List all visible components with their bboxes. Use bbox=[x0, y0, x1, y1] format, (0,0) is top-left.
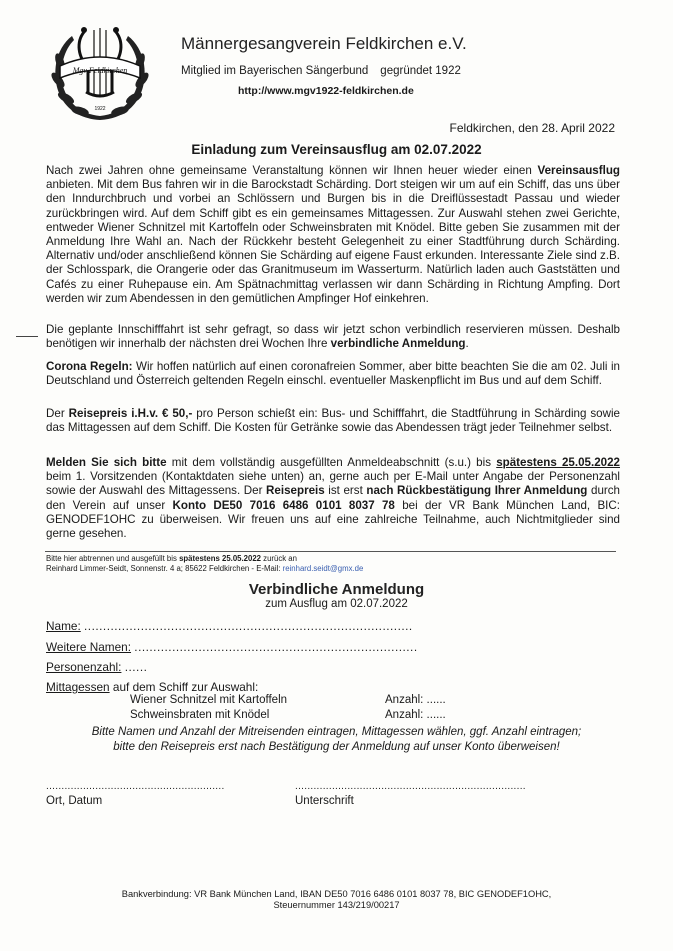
paragraph-registration: Melden Sie sich bitte mit dem vollständig ausgefüllten Anmeldeabschnitt (s.u.) bis spätestens 25.05.2022 beim 1. Vorsitzenden (Kontaktdaten siehe unten) an, gerne auch per E-Mail unter Angabe der Personenzahl sowie der Auswahl des Mittagessens. Der Reisepreis ist erst nach Rückbestätigung Ihrer Anmeldung durch den Verein auf unser Konto DE50 7016 6486 0101 8037 78 bei der VR Bank München Land, BIC: GENODEF1OHC zu überweisen. Wir freuen uns auf eine zahlreiche Teilnahme, auch Nichtmitglieder sind gerne gesehen. bbox=[46, 456, 621, 541]
meal-option-schnitzel: Wiener Schnitzel mit Kartoffeln bbox=[130, 694, 288, 706]
tax-number-line: Steuernummer 143/219/00217 bbox=[273, 900, 400, 910]
meal-count-schweinsbraten[interactable]: Anzahl: ...... bbox=[385, 709, 446, 721]
email-link[interactable]: reinhard.seidt@gmx.de bbox=[282, 564, 364, 573]
website-url[interactable]: http://www.mgv1922-feldkirchen.de bbox=[238, 85, 414, 97]
form-note-line2: bitte den Reisepreis erst nach Bestätigung der Anmeldung auf unser Konto überweisen! bbox=[113, 741, 560, 753]
person-count-field[interactable]: Personenzahl: ...... bbox=[46, 660, 148, 674]
cut-line bbox=[45, 551, 616, 552]
form-subtitle: zum Ausflug am 02.07.2022 bbox=[265, 598, 408, 610]
other-names-field[interactable]: Weitere Namen: ........................................................................... bbox=[46, 640, 418, 654]
paragraph-intro: Nach zwei Jahren ohne gemeinsame Veranstaltung können wir Ihnen heuer wieder einen Vereinsausflug anbieten. Mit dem Bus fahren wir in die Barockstadt Schärding. Dort steigen wir um auf ein Schiff, das uns über den Inndurchbruch und vorbei an Schlössern und Burgen bis in die Dreiflüssestadt Passau und wieder zurückbringen wird. Auf dem Schiff gibt es ein gemeinsames Mittagessen. Zur Auswahl stehen zwei Gerichte, entweder Wiener Schnitzel mit Kartoffeln oder Schweinsbraten mit Knödel. Bitte geben Sie zusammen mit der Anmeldung Ihre Wahl an. Nach der Rückkehr besteht Gelegenheit zu einer Stadtführung durch Schärding. Alternativ und/oder anschließend können Sie Schärding auf eigene Faust erkunden. Interessante Ziele sind z.B. der Schlosspark, die Orangerie oder das Granitmuseum im Wasserturm. Natürlich laden auch Gaststätten und Cafés zu einer Ruhepause ein. Am Spätnachmittag verlassen wir dann Schärding in Richtung Ampfing. Dort werden wir zum Abendessen in den gemütlichen Ampfinger Hof einkehren. bbox=[46, 164, 620, 305]
signature-label: Unterschrift bbox=[295, 795, 354, 807]
fold-mark bbox=[16, 336, 38, 337]
date-line: Feldkirchen, den 28. April 2022 bbox=[449, 121, 615, 135]
place-date-label: Ort, Datum bbox=[46, 795, 103, 807]
club-logo bbox=[46, 22, 154, 126]
other-names-label: Weitere Namen: bbox=[46, 640, 132, 654]
bank-footer bbox=[0, 889, 673, 911]
letter-title: Einladung zum Vereinsausflug am 02.07.2022 bbox=[191, 142, 482, 157]
meal-option-schweinsbraten: Schweinsbraten mit Knödel bbox=[130, 709, 270, 721]
member-of: Mitglied im Bayerischen Sängerbund bbox=[181, 65, 369, 77]
lunch-label: Mittagessen auf dem Schiff zur Auswahl: bbox=[46, 680, 259, 694]
founded: gegründet 1922 bbox=[380, 65, 461, 77]
form-note-line1: Bitte Namen und Anzahl der Mitreisenden eintragen, Mittagessen wählen, ggf. Anzahl eintragen; bbox=[91, 726, 582, 738]
organization-subline bbox=[181, 65, 461, 77]
bank-line: Bankverbindung: VR Bank München Land, IBAN DE50 7016 6486 0101 8037 78, BIC GENODEF1OHC, bbox=[121, 889, 552, 899]
paragraph-corona: Corona Regeln: Wir hoffen natürlich auf einen coronafreien Sommer, aber bitte beachten Sie die am 02. Juli in Deutschland und Österreich geltenden Regeln einschl. eventueller Maskenpflicht im Bus und auf dem Schiff. bbox=[46, 360, 620, 388]
cut-instruction: Bitte hier abtrennen und ausgefüllt bis spätestens 25.05.2022 zurück an bbox=[46, 554, 297, 563]
svg-text:Mgv Feldkirchen: Mgv Feldkirchen bbox=[72, 66, 128, 75]
signature-field[interactable]: ........................................................................... bbox=[295, 781, 526, 792]
organization-name: Männergesangverein Feldkirchen e.V. bbox=[181, 34, 467, 53]
paragraph-reservation: Die geplante Innschifffahrt ist sehr gefragt, so dass wir jetzt schon verbindlich reservieren müssen. Deshalb benötigen wir innerhalb der nächsten drei Wochen Ihre verbindliche Anmeldung. bbox=[46, 323, 620, 351]
paragraph-price: Der Reisepreis i.H.v. € 50,- pro Person schießt ein: Bus- und Schifffahrt, die Stadtführung in Schärding sowie das Mittagessen auf dem Schiff. Die Kosten für Getränke sowie das Abendessen trägt jeder Teilnehmer selbst. bbox=[46, 407, 620, 435]
svg-text:1922: 1922 bbox=[94, 106, 106, 112]
meal-count-schnitzel[interactable]: Anzahl: ...... bbox=[385, 694, 446, 706]
person-count-label: Personenzahl: bbox=[46, 660, 122, 674]
name-field[interactable]: Name: ....................................................................................... bbox=[46, 619, 413, 633]
return-address: Reinhard Limmer-Seidt, Sonnenstr. 4 a; 85622 Feldkirchen - E-Mail: reinhard.seidt@gmx.de bbox=[46, 564, 364, 573]
form-title: Verbindliche Anmeldung bbox=[248, 581, 425, 598]
place-date-field[interactable]: .......................................................... bbox=[46, 781, 225, 792]
name-label: Name: bbox=[46, 619, 81, 633]
